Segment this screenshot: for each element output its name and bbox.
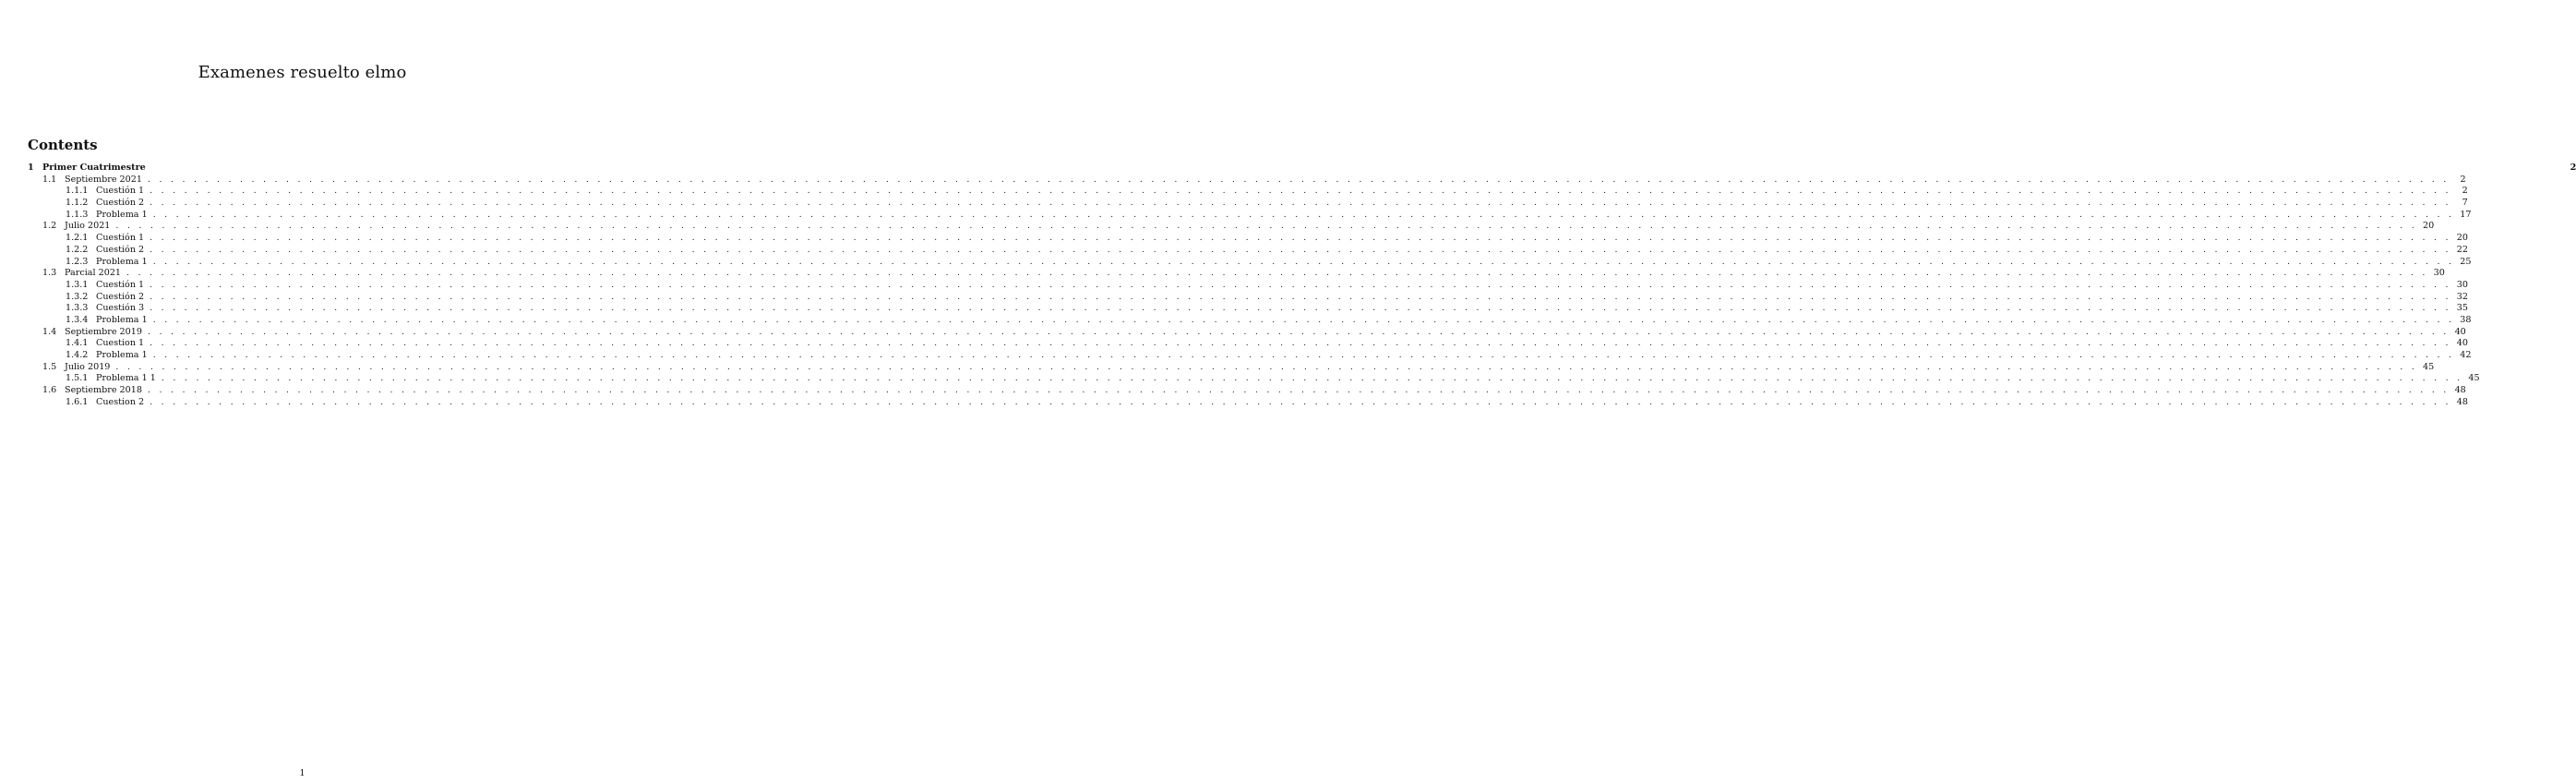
toc-entry-title: Cuestión 2 [96, 244, 145, 255]
toc-entry[interactable] [28, 174, 2466, 187]
toc-entry-number: 1.3.2 [66, 291, 89, 302]
toc-entry[interactable] [28, 233, 2468, 245]
toc-entry-page: 45 [2423, 361, 2435, 372]
toc-entry[interactable] [28, 338, 2468, 350]
toc-entry-title: Septiembre 2019 [65, 326, 142, 337]
toc-entry-page: 35 [2456, 303, 2468, 314]
toc-entry-page: 2 [2570, 163, 2576, 173]
toc-entry[interactable] [28, 209, 2472, 222]
toc-dot-leader: . . . . . . . . . . . . . . . . . . . . . . . . . . . . . . . . . . . . . . . . . . . . . . . . . . . . . . . . . . . . . . . . . . . . . . . . . . . . . . . . . . . . . . . . . . . . . . . . . . . . . . . . . . . . . . . . . . . . . . . . . . . . . . . . . . . . . . . . . . . . . . . . . . . . . . . . . . . . . . . . . . . . . . . . . . . . . . . . . . . . . . . . . . . . . . . . . . . . . . . . [150, 338, 2451, 349]
toc-entry-title: Problema 1 [96, 256, 148, 267]
toc-entry-number: 1.1 [42, 174, 57, 185]
toc-entry-page: 48 [2454, 385, 2466, 396]
toc-entry[interactable] [28, 314, 2472, 327]
toc-entry-number: 1.4 [42, 326, 57, 337]
toc-entry-page: 17 [2460, 209, 2472, 220]
toc-entry-page: 25 [2460, 256, 2472, 267]
toc-entry-number: 1.3.4 [66, 314, 89, 325]
toc-entry[interactable] [28, 268, 2445, 280]
toc-entry-title: Cuestión 2 [96, 198, 145, 209]
toc-entry-number: 1.4.1 [66, 338, 89, 349]
toc-entry-title: Problema 1 [96, 209, 148, 220]
toc-dot-leader: . . . . . . . . . . . . . . . . . . . . . . . . . . . . . . . . . . . . . . . . . . . . . . . . . . . . . . . . . . . . . . . . . . . . . . . . . . . . . . . . . . . . . . . . . . . . . . . . . . . . . . . . . . . . . . . . . . . . . . . . . . . . . . . . . . . . . . . . . . . . . . . . . . . . . . . . . . . . . . . . . . . . . . . . . . . . . . . . . . . . . . . . . . . . . . . . . . . . . . . . [152, 350, 2455, 360]
toc-entry-title: Cuestión 1 [96, 279, 145, 290]
document-title: Examenes resuelto elmo [198, 63, 407, 82]
toc-entry[interactable] [28, 396, 2468, 409]
toc-entry-page: 20 [2456, 233, 2468, 244]
toc-entry[interactable] [28, 361, 2435, 374]
toc-entry[interactable] [28, 326, 2466, 339]
contents-heading: Contents [28, 137, 98, 153]
toc-entry-page: 22 [2456, 244, 2468, 255]
toc-dot-leader: . . . . . . . . . . . . . . . . . . . . . . . . . . . . . . . . . . . . . . . . . . . . . . . . . . . . . . . . . . . . . . . . . . . . . . . . . . . . . . . . . . . . . . . . . . . . . . . . . . . . . . . . . . . . . . . . . . . . . . . . . . . . . . . . . . . . . . . . . . . . . . . . . . . . . . . . . . . . . . . . . . . . . . . . . . . . . . . . . . . . . . . . . . . . . . . . . . . . . . . . [152, 314, 2455, 325]
toc-entry[interactable] [28, 221, 2435, 233]
toc-entry-number: 1.2 [42, 221, 57, 232]
toc-entry-page: 38 [2460, 314, 2472, 325]
toc-dot-leader: . . . . . . . . . . . . . . . . . . . . . . . . . . . . . . . . . . . . . . . . . . . . . . . . . . . . . . . . . . . . . . . . . . . . . . . . . . . . . . . . . . . . . . . . . . . . . . . . . . . . . . . . . . . . . . . . . . . . . . . . . . . . . . . . . . . . . . . . . . . . . . . . . . . . . . . . . . . . . . . . . . . . . . . . . . . . . . . . . . . . . . . . . . . . . . . . . . . . . . . . [147, 326, 2450, 337]
toc-entry-page: 30 [2456, 279, 2468, 290]
table-of-contents [28, 163, 2576, 408]
toc-dot-leader: . . . . . . . . . . . . . . . . . . . . . . . . . . . . . . . . . . . . . . . . . . . . . . . . . . . . . . . . . . . . . . . . . . . . . . . . . . . . . . . . . . . . . . . . . . . . . . . . . . . . . . . . . . . . . . . . . . . . . . . . . . . . . . . . . . . . . . . . . . . . . . . . . . . . . . . . . . . . . . . . . . . . . . . . . . . . . . . . . . . . . . . . . . . . . . . . . . . . . . . . [150, 291, 2451, 302]
toc-entry-page: 30 [2433, 268, 2445, 279]
toc-entry-page: 20 [2423, 221, 2435, 232]
toc-entry-title: Cuestion 1 [96, 338, 145, 349]
toc-entry-number: 1.2.1 [66, 233, 89, 244]
toc-entry[interactable] [28, 279, 2468, 292]
toc-entry-number: 1.3.1 [66, 279, 89, 290]
toc-entry-number: 1.1.3 [66, 209, 89, 220]
toc-entry[interactable] [28, 244, 2468, 257]
toc-entry-page: 2 [2460, 174, 2466, 185]
toc-entry-number: 1.2.3 [66, 256, 89, 267]
toc-entry-number: 1.6 [42, 385, 57, 396]
toc-dot-leader: . . . . . . . . . . . . . . . . . . . . . . . . . . . . . . . . . . . . . . . . . . . . . . . . . . . . . . . . . . . . . . . . . . . . . . . . . . . . . . . . . . . . . . . . . . . . . . . . . . . . . . . . . . . . . . . . . . . . . . . . . . . . . . . . . . . . . . . . . . . . . . . . . . . . . . . . . . . . . . . . . . . . . . . . . . . . . . . . . . . . . . . . . . . . . . . . . . . . . . . . [150, 303, 2451, 314]
toc-entry-page: 32 [2456, 291, 2468, 302]
toc-entry[interactable] [28, 350, 2472, 362]
toc-entry-page: 2 [2462, 186, 2468, 197]
toc-entry[interactable] [28, 373, 2480, 385]
toc-entry-title: Cuestión 1 [96, 233, 145, 244]
toc-entry-page: 42 [2460, 350, 2472, 360]
toc-entry-page: 45 [2468, 373, 2480, 384]
toc-dot-leader: . . . . . . . . . . . . . . . . . . . . . . . . . . . . . . . . . . . . . . . . . . . . . . . . . . . . . . . . . . . . . . . . . . . . . . . . . . . . . . . . . . . . . . . . . . . . . . . . . . . . . . . . . . . . . . . . . . . . . . . . . . . . . . . . . . . . . . . . . . . . . . . . . . . . . . . . . . . . . . . . . . . . . . . . . . . . . . . . . . . . . . . . . . . . . . . . . . . . . . . . [115, 361, 2417, 372]
toc-entry[interactable] [28, 186, 2468, 198]
toc-entry-title: Septiembre 2021 [65, 174, 142, 185]
toc-entry-page: 40 [2456, 338, 2468, 349]
toc-entry[interactable] [28, 385, 2466, 397]
toc-entry-title: Cuestion 2 [96, 396, 145, 407]
toc-entry-number: 1.1.2 [66, 198, 89, 209]
toc-entry-page: 48 [2456, 396, 2468, 407]
toc-dot-leader: . . . . . . . . . . . . . . . . . . . . . . . . . . . . . . . . . . . . . . . . . . . . . . . . . . . . . . . . . . . . . . . . . . . . . . . . . . . . . . . . . . . . . . . . . . . . . . . . . . . . . . . . . . . . . . . . . . . . . . . . . . . . . . . . . . . . . . . . . . . . . . . . . . . . . . . . . . . . . . . . . . . . . . . . . . . . . . . . . . . . . . . . . . . . . . . . . . . . . . . . [150, 279, 2451, 290]
toc-entry[interactable] [28, 163, 2576, 175]
toc-entry-title: Cuestión 2 [96, 291, 145, 302]
toc-entry-title: Cuestión 1 [96, 186, 145, 197]
toc-entry-title: Problema 1 1 [96, 373, 156, 384]
toc-dot-leader: . . . . . . . . . . . . . . . . . . . . . . . . . . . . . . . . . . . . . . . . . . . . . . . . . . . . . . . . . . . . . . . . . . . . . . . . . . . . . . . . . . . . . . . . . . . . . . . . . . . . . . . . . . . . . . . . . . . . . . . . . . . . . . . . . . . . . . . . . . . . . . . . . . . . . . . . . . . . . . . . . . . . . . . . . . . . . . . . . . . . . . . . . . . . . . . . . . . . . . . . [150, 396, 2451, 407]
toc-entry-title: Julio 2019 [65, 361, 111, 372]
toc-dot-leader: . . . . . . . . . . . . . . . . . . . . . . . . . . . . . . . . . . . . . . . . . . . . . . . . . . . . . . . . . . . . . . . . . . . . . . . . . . . . . . . . . . . . . . . . . . . . . . . . . . . . . . . . . . . . . . . . . . . . . . . . . . . . . . . . . . . . . . . . . . . . . . . . . . . . . . . . . . . . . . . . . . . . . . . . . . . . . . . . . . . . . . . . . . . . . . . . . . . . . . . . [147, 174, 2450, 185]
toc-entry-title: Primer Cuatrimestre [42, 163, 146, 173]
toc-dot-leader: . . . . . . . . . . . . . . . . . . . . . . . . . . . . . . . . . . . . . . . . . . . . . . . . . . . . . . . . . . . . . . . . . . . . . . . . . . . . . . . . . . . . . . . . . . . . . . . . . . . . . . . . . . . . . . . . . . . . . . . . . . . . . . . . . . . . . . . . . . . . . . . . . . . . . . . . . . . . . . . . . . . . . . . . . . . . . . . . . . . . . . . . . . . . . . . . . . . . . . . . [126, 268, 2428, 279]
toc-dot-leader: . . . . . . . . . . . . . . . . . . . . . . . . . . . . . . . . . . . . . . . . . . . . . . . . . . . . . . . . . . . . . . . . . . . . . . . . . . . . . . . . . . . . . . . . . . . . . . . . . . . . . . . . . . . . . . . . . . . . . . . . . . . . . . . . . . . . . . . . . . . . . . . . . . . . . . . . . . . . . . . . . . . . . . . . . . . . . . . . . . . . . . . . . . . . . . . . . . . . . . . . [115, 221, 2417, 232]
toc-entry-number: 1.4.2 [66, 350, 89, 360]
toc-entry[interactable] [28, 198, 2468, 210]
toc-dot-leader: . . . . . . . . . . . . . . . . . . . . . . . . . . . . . . . . . . . . . . . . . . . . . . . . . . . . . . . . . . . . . . . . . . . . . . . . . . . . . . . . . . . . . . . . . . . . . . . . . . . . . . . . . . . . . . . . . . . . . . . . . . . . . . . . . . . . . . . . . . . . . . . . . . . . . . . . . . . . . . . . . . . . . . . . . . . . . . . . . . . . . . . . . . . . . . . . . . . . . . . . [152, 256, 2455, 267]
toc-entry[interactable] [28, 291, 2468, 304]
toc-entry-number: 1.1.1 [66, 186, 89, 197]
toc-dot-leader: . . . . . . . . . . . . . . . . . . . . . . . . . . . . . . . . . . . . . . . . . . . . . . . . . . . . . . . . . . . . . . . . . . . . . . . . . . . . . . . . . . . . . . . . . . . . . . . . . . . . . . . . . . . . . . . . . . . . . . . . . . . . . . . . . . . . . . . . . . . . . . . . . . . . . . . . . . . . . . . . . . . . . . . . . . . . . . . . . . . . . . . . . . . . . . . . . . . . . . . . [152, 209, 2455, 220]
toc-dot-leader: . . . . . . . . . . . . . . . . . . . . . . . . . . . . . . . . . . . . . . . . . . . . . . . . . . . . . . . . . . . . . . . . . . . . . . . . . . . . . . . . . . . . . . . . . . . . . . . . . . . . . . . . . . . . . . . . . . . . . . . . . . . . . . . . . . . . . . . . . . . . . . . . . . . . . . . . . . . . . . . . . . . . . . . . . . . . . . . . . . . . . . . . . . . . . . . . . . . . . . . . [150, 186, 2451, 197]
toc-entry-number: 1.5 [42, 361, 57, 372]
toc-dot-leader: . . . . . . . . . . . . . . . . . . . . . . . . . . . . . . . . . . . . . . . . . . . . . . . . . . . . . . . . . . . . . . . . . . . . . . . . . . . . . . . . . . . . . . . . . . . . . . . . . . . . . . . . . . . . . . . . . . . . . . . . . . . . . . . . . . . . . . . . . . . . . . . . . . . . . . . . . . . . . . . . . . . . . . . . . . . . . . . . . . . . . . . . . . . . . . . . . . . . . . . . [150, 198, 2451, 209]
toc-entry-title: Problema 1 [96, 314, 148, 325]
toc-entry-title: Julio 2021 [65, 221, 111, 232]
toc-entry-number: 1.2.2 [66, 244, 89, 255]
toc-entry-page: 7 [2462, 198, 2468, 209]
toc-dot-leader: . . . . . . . . . . . . . . . . . . . . . . . . . . . . . . . . . . . . . . . . . . . . . . . . . . . . . . . . . . . . . . . . . . . . . . . . . . . . . . . . . . . . . . . . . . . . . . . . . . . . . . . . . . . . . . . . . . . . . . . . . . . . . . . . . . . . . . . . . . . . . . . . . . . . . . . . . . . . . . . . . . . . . . . . . . . . . . . . . . . . . . . . . . . . . . . . . . . . . . . . [150, 244, 2451, 255]
toc-dot-leader: . . . . . . . . . . . . . . . . . . . . . . . . . . . . . . . . . . . . . . . . . . . . . . . . . . . . . . . . . . . . . . . . . . . . . . . . . . . . . . . . . . . . . . . . . . . . . . . . . . . . . . . . . . . . . . . . . . . . . . . . . . . . . . . . . . . . . . . . . . . . . . . . . . . . . . . . . . . . . . . . . . . . . . . . . . . . . . . . . . . . . . . . . . . . . . . . . . . . . . . . [150, 233, 2451, 244]
toc-entry-number: 1.6.1 [66, 396, 89, 407]
toc-entry-title: Septiembre 2018 [65, 385, 142, 396]
toc-entry-page: 40 [2454, 326, 2466, 337]
toc-entry[interactable] [28, 303, 2468, 315]
toc-entry-number: 1.3 [42, 268, 57, 279]
toc-entry[interactable] [28, 256, 2472, 269]
toc-entry-title: Problema 1 [96, 350, 148, 360]
toc-dot-leader: . . . . . . . . . . . . . . . . . . . . . . . . . . . . . . . . . . . . . . . . . . . . . . . . . . . . . . . . . . . . . . . . . . . . . . . . . . . . . . . . . . . . . . . . . . . . . . . . . . . . . . . . . . . . . . . . . . . . . . . . . . . . . . . . . . . . . . . . . . . . . . . . . . . . . . . . . . . . . . . . . . . . . . . . . . . . . . . . . . . . . . . . . . . . . . . . . . . . . . . . [161, 373, 2463, 384]
page-number: 1 [299, 768, 306, 778]
toc-entry-title: Parcial 2021 [65, 268, 122, 279]
toc-entry-title: Cuestión 3 [96, 303, 145, 314]
toc-entry-number: 1.5.1 [66, 373, 89, 384]
toc-dot-leader: . . . . . . . . . . . . . . . . . . . . . . . . . . . . . . . . . . . . . . . . . . . . . . . . . . . . . . . . . . . . . . . . . . . . . . . . . . . . . . . . . . . . . . . . . . . . . . . . . . . . . . . . . . . . . . . . . . . . . . . . . . . . . . . . . . . . . . . . . . . . . . . . . . . . . . . . . . . . . . . . . . . . . . . . . . . . . . . . . . . . . . . . . . . . . . . . . . . . . . . . [147, 385, 2450, 396]
toc-entry-number: 1.3.3 [66, 303, 89, 314]
toc-entry-number: 1 [28, 163, 34, 173]
